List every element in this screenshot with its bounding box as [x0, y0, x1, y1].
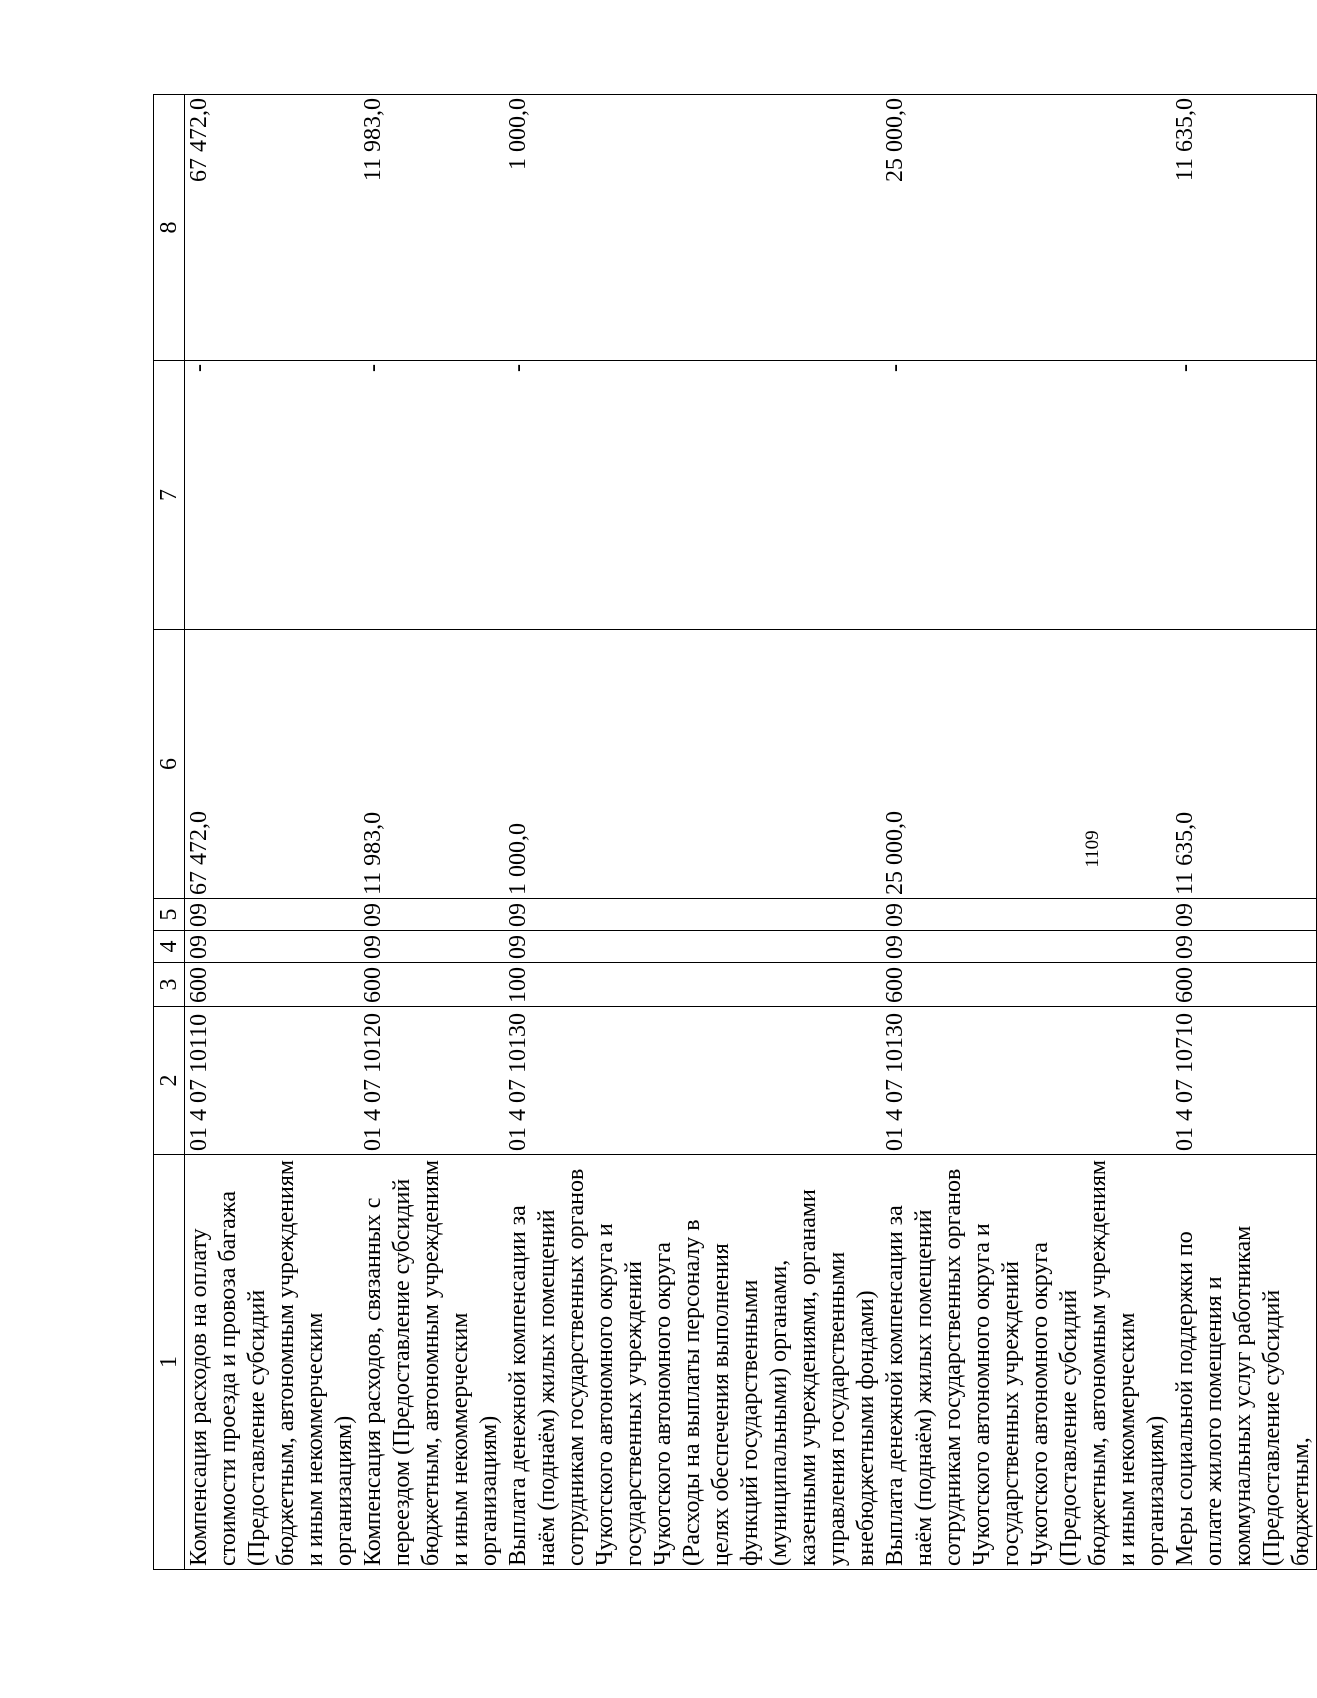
column-header: 2	[154, 1007, 185, 1155]
row-amount: 25 000,0	[881, 630, 1171, 899]
row-code: 01 4 07 10130	[504, 1007, 881, 1155]
row-vr: 600	[359, 963, 504, 1007]
row-pr: 09	[359, 899, 504, 931]
row-col8: 11 983,0	[359, 95, 504, 361]
row-pr: 09	[185, 899, 360, 931]
row-pr: 09	[1171, 899, 1317, 931]
row-name: Выплата денежной компенсации за наём (поднаём) жилых помещений сотрудникам государственных органов Чукотского автономного округа и государственных учреждений Чукотского автономного округа (Расходы на выплаты персоналу в целях обеспечения выполнения функций государственными (муниципальными) органами, казенными учреждениями, органами управления государственными внебюджетными фондами)	[504, 1155, 881, 1570]
table-row	[504, 95, 881, 1570]
row-pr: 09	[504, 899, 881, 931]
row-name: Меры социальной поддержки по оплате жилого помещения и коммунальных услуг работникам (Предоставление субсидий бюджетным,	[1171, 1155, 1317, 1570]
row-col7: -	[185, 361, 360, 630]
column-header: 7	[154, 361, 185, 630]
table-row	[185, 95, 360, 1570]
column-header: 5	[154, 899, 185, 931]
row-col8: 11 635,0	[1171, 95, 1317, 361]
row-name: Выплата денежной компенсации за наём (поднаём) жилых помещений сотрудникам государственных органов Чукотского автономного округа и государственных учреждений Чукотского автономного округа (Предоставление субсидий бюджетным, автономным учреждениям и иным некоммерческим организациям)	[881, 1155, 1171, 1570]
row-col7: -	[504, 361, 881, 630]
table-header-row	[154, 95, 185, 1570]
row-amount: 11 983,0	[359, 630, 504, 899]
column-header: 8	[154, 95, 185, 361]
row-rz: 09	[881, 931, 1171, 963]
row-col7: -	[1171, 361, 1317, 630]
column-header: 6	[154, 630, 185, 899]
row-pr: 09	[881, 899, 1171, 931]
row-rz: 09	[185, 931, 360, 963]
row-col8: 1 000,0	[504, 95, 881, 361]
row-code: 01 4 07 10130	[881, 1007, 1171, 1155]
table-row	[1171, 95, 1317, 1570]
page-number: 1109	[1082, 830, 1103, 868]
row-rz: 09	[1171, 931, 1317, 963]
row-name: Компенсация расходов, связанных с переездом (Предоставление субсидий бюджетным, автономным учреждениям и иным некоммерческим организациям)	[359, 1155, 504, 1570]
row-name: Компенсация расходов на оплату стоимости проезда и провоза багажа (Предоставление субсидий бюджетным, автономным учреждениям и иным некоммерческим организациям)	[185, 1155, 360, 1570]
row-col8: 25 000,0	[881, 95, 1171, 361]
row-vr: 100	[504, 963, 881, 1007]
row-vr: 600	[1171, 963, 1317, 1007]
row-code: 01 4 07 10710	[1171, 1007, 1317, 1155]
row-rz: 09	[359, 931, 504, 963]
row-amount: 11 635,0	[1171, 630, 1317, 899]
column-header: 3	[154, 963, 185, 1007]
budget-table	[153, 94, 1317, 1570]
column-header: 1	[154, 1155, 185, 1570]
table-row	[359, 95, 504, 1570]
row-col7: -	[881, 361, 1171, 630]
row-col8: 67 472,0	[185, 95, 360, 361]
column-header: 4	[154, 931, 185, 963]
row-vr: 600	[881, 963, 1171, 1007]
row-amount: 1 000,0	[504, 630, 881, 899]
row-rz: 09	[504, 931, 881, 963]
row-vr: 600	[185, 963, 360, 1007]
row-col7: -	[359, 361, 504, 630]
row-amount: 67 472,0	[185, 630, 360, 899]
table-row	[881, 95, 1171, 1570]
row-code: 01 4 07 10110	[185, 1007, 360, 1155]
row-code: 01 4 07 10120	[359, 1007, 504, 1155]
